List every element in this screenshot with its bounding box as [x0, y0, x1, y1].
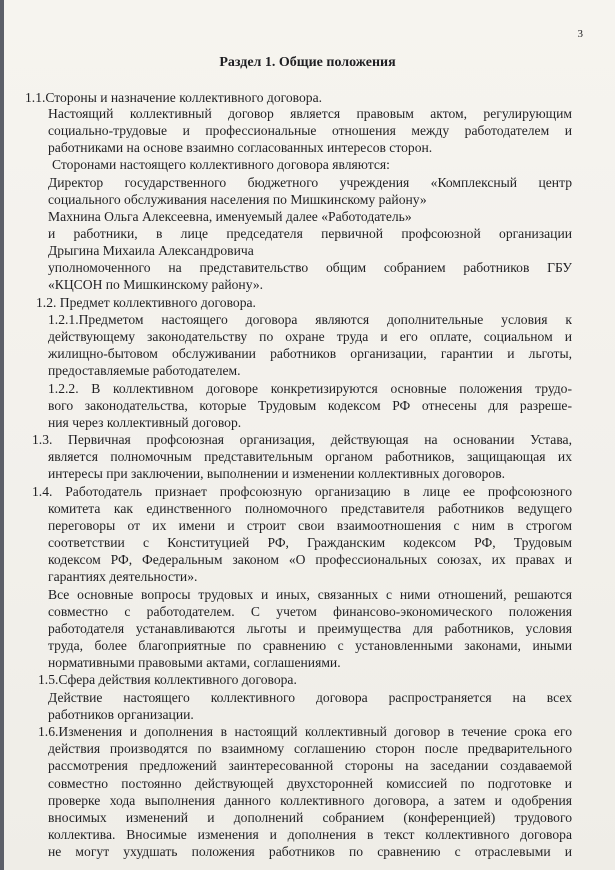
text-line: интересы при заключении, выполнении и изменении коллективных договоров. — [48, 466, 506, 481]
text-line: Дрыгина Михаила Александровича — [48, 243, 254, 258]
text-line: Все основные вопросы трудовых и иных, связанных с ними отношений, решаются — [48, 587, 572, 602]
text-line: Директор государственного бюджетного учреждения «Комплексный центр — [48, 175, 572, 190]
text-line: работниками на основе взаимно согласованных интересов сторон. — [48, 140, 433, 155]
text-line: 1.5.Сфера действия коллективного договора. — [38, 672, 297, 687]
text-line: гарантиях деятельности». — [48, 569, 198, 584]
text-line: Действие настоящего коллективного договора распространяется на всех — [48, 690, 572, 705]
section-title: Раздел 1. Общие положения — [219, 55, 396, 70]
text-line: действующему законодательству по охране труда и его оплате, социальном и — [48, 329, 572, 344]
text-line: социального обслуживания населения по Мишкинскому району» — [48, 192, 427, 207]
text-line: 1.1.Стороны и назначение коллективного договора. — [25, 90, 322, 105]
text-line: работодателя устанавливаются льготы и преимущества для работников, условия — [48, 621, 572, 636]
text-line: Сторонами настоящего коллективного договора являются: — [52, 157, 390, 172]
text-line: действия производятся по взаимному соглашению сторон после предварительного — [48, 741, 572, 756]
text-line: коллектива. Вносимые изменения и дополнения в текст коллективного договора — [48, 827, 572, 842]
text-line: не могут ухудшать положения работников по сравнению с отраслевыми и — [48, 844, 572, 859]
text-line: Настоящий коллективный договор является правовым актом, регулирующим — [48, 106, 572, 121]
text-line: кодексом РФ, Федеральным законом «О профессиональных союзах, их правах и — [48, 552, 572, 567]
text-line: соответствии с Конституцией РФ, Гражданским кодексом РФ, Трудовым — [48, 535, 572, 550]
text-line: проверке хода выполнения данного коллективного договора, а затем и одобрения — [48, 793, 572, 808]
text-line: 1.2.1.Предметом настоящего договора являются дополнительные условия к — [48, 312, 572, 327]
text-line: совместно постоянно действующей двухсторонней комиссией по подготовке и — [48, 776, 572, 791]
text-line: ния через коллективный договор. — [48, 415, 242, 430]
text-line: нормативными правовыми актами, соглашениями. — [48, 655, 341, 670]
text-line: вносимых изменений и дополнений собранием (конференцией) трудового — [48, 810, 572, 825]
text-line: является полномочным представительным органом работников, защищающая их — [48, 449, 572, 464]
text-line: «КЦСОН по Мишкинскому району». — [48, 277, 264, 292]
text-line: уполномоченного на представительство общим собранием работников ГБУ — [48, 260, 572, 275]
text-line: жилищно-бытовом обслуживании работников организации, гарантии и льготы, — [48, 346, 572, 361]
text-line: рассмотрения предложений заинтересованной стороны на заседании создаваемой — [48, 758, 572, 773]
text-line: 1.3. Первичная профсоюзная организация, действующая на основании Устава, — [32, 432, 572, 447]
text-line: 1.2.2. В коллективном договоре конкретизируются основные положения трудо- — [48, 381, 572, 396]
text-line: труда, более благоприятные по сравнению с установленными законами, иными — [48, 638, 572, 653]
text-line: и работники, в лице председателя первичной профсоюзной организации — [48, 226, 572, 241]
page-number: 3 — [577, 28, 583, 40]
text-line: вого законодательства, которые Трудовым кодексом РФ отнесены для разреше- — [48, 398, 572, 413]
text-line: 1.6.Изменения и дополнения в настоящий коллективный договор в течение срока его — [38, 724, 572, 739]
text-line: 1.2. Предмет коллективного договора. — [36, 295, 256, 310]
text-line: Махнина Ольга Алексеевна, именуемый далее «Работодатель» — [48, 209, 412, 224]
text-line: 1.4. Работодатель признает профсоюзную организацию в лице ее профсоюзного — [32, 484, 572, 499]
text-line: комитета как единственного полномочного представителя работников ведущего — [48, 501, 572, 516]
text-line: совместно с работодателем. С учетом финансово-экономического положения — [48, 604, 572, 619]
text-line: переговоры от их имени и строит свои взаимоотношения с ним в строгом — [48, 518, 572, 533]
text-line: предоставляемые работодателем. — [48, 363, 241, 378]
text-line: работников организации. — [48, 707, 194, 722]
text-line: социально-трудовые и профессиональные отношения между работодателем и — [48, 123, 572, 138]
